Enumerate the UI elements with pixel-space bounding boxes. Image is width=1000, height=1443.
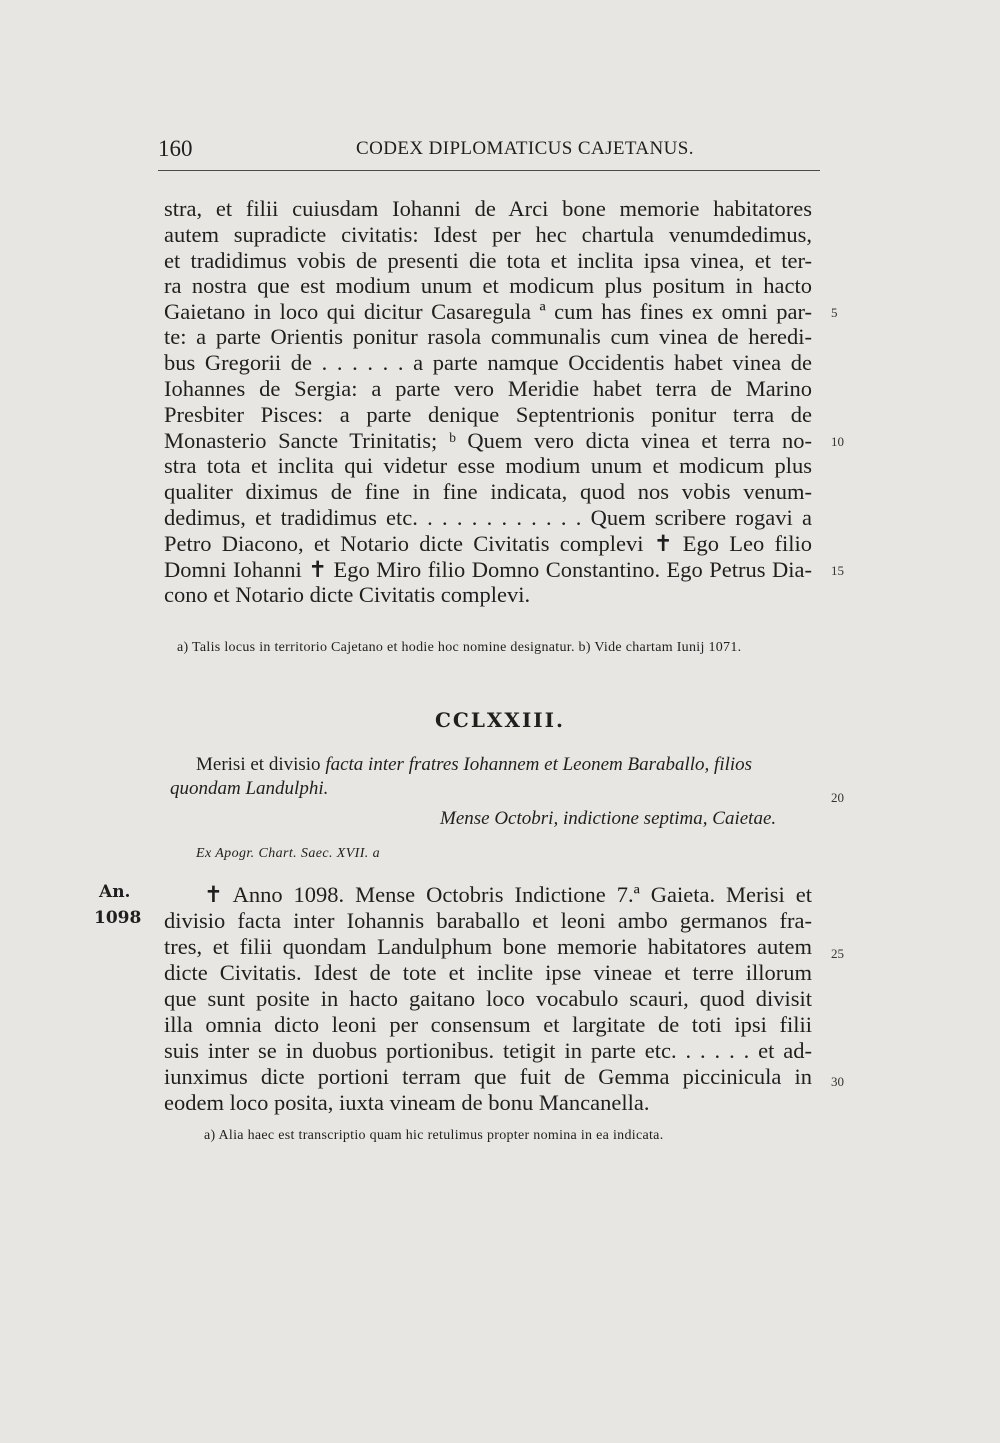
page-header	[158, 134, 818, 166]
line-number: 30	[831, 1074, 844, 1089]
charter-source: Ex Apogr. Chart. Saec. XVII. a	[196, 846, 380, 861]
header-rule	[158, 170, 820, 171]
text-line: stra, et filii cuiusdam Iohanni de Arci bone memorie habitatores	[164, 196, 812, 221]
text-line: ra nostra que est modium unum et modicum plus positum in hacto	[164, 273, 812, 298]
line-number: 10	[831, 434, 844, 449]
line-number: 20	[831, 790, 844, 805]
page-number: 160	[158, 136, 193, 161]
line-number: 5	[831, 305, 838, 320]
text-line: dedimus, et tradidimus etc. . . . . . . . . . . . Quem scribere rogavi a	[164, 505, 812, 530]
text-line: Monasterio Sancte Trinitatis; ᵇ Quem vero dicta vinea et terra no-	[164, 428, 812, 453]
text-line: tres, et filii quondam Landulphum bone memorie habitatores autem	[164, 934, 812, 959]
text-line: qualiter diximus de fine in fine indicata, quod nos vobis venum-	[164, 479, 812, 504]
text-line: Presbiter Pisces: a parte denique Septentrionis ponitur terra de	[164, 402, 812, 427]
charter-summary-line1: Merisi et divisio facta inter fratres Iohannem et Leonem Baraballo, filios	[196, 754, 753, 775]
text-line: autem supradicte civitatis: Idest per hec chartula venumdedimus,	[164, 222, 812, 247]
footnote-doc2: a) Alia haec est transcriptio quam hic retulimus propter nomina in ea indicata.	[204, 1128, 664, 1143]
text-line: Iohannes de Sergia: a parte vero Meridie habet terra de Marino	[164, 376, 812, 401]
charter-date-line: Mense Octobri, indictione septima, Caietae.	[440, 808, 777, 829]
margin-anno-label: An.	[99, 882, 131, 902]
margin-year: 1098	[94, 908, 142, 928]
text-line: Domni Iohanni ✝ Ego Miro filio Domno Constantino. Ego Petrus Dia-	[164, 557, 812, 582]
text-line: que sunt posite in hacto gaitano loco vocabulo scauri, quod divisit	[164, 986, 812, 1011]
text-line: stra tota et inclita qui videtur esse modium unum et modicum plus	[164, 453, 812, 478]
charter-summary-line2: quondam Landulphi.	[170, 778, 329, 799]
text-line: dicte Civitatis. Idest de tote et inclite ipse vineae et terre illorum	[164, 960, 812, 985]
text-line: Petro Diacono, et Notario dicte Civitatis complevi ✝ Ego Leo filio	[164, 531, 812, 556]
text-line: bus Gregorii de . . . . . . a parte namque Occidentis habet vinea de	[164, 350, 812, 375]
text-line: te: a parte Orientis ponitur rasola communalis cum vinea de heredi-	[164, 324, 812, 349]
charter-heading: CCLXXIII.	[435, 708, 565, 732]
text-line: et tradidimus vobis de presenti die tota et inclita ipsa vinea, et ter-	[164, 248, 812, 273]
text-line: ✝ Anno 1098. Mense Octobris Indictione 7.ª Gaieta. Merisi et	[204, 882, 812, 907]
line-number: 25	[831, 946, 844, 961]
text-line: illa omnia dicto leoni per consensum et largitate de toti ipsi filii	[164, 1012, 812, 1037]
line-number: 15	[831, 563, 844, 578]
text-line: iunximus dicte portioni terram que fuit de Gemma piccinicula in	[164, 1064, 812, 1089]
text-line: Gaietano in loco qui dicitur Casaregula ª cum has fines ex omni par-	[164, 299, 812, 324]
text-line: suis inter se in duobus portionibus. tetigit in parte etc. . . . . . et ad-	[164, 1038, 812, 1063]
text-line: cono et Notario dicte Civitatis complevi.	[164, 582, 531, 607]
footnote-doc1: a) Talis locus in territorio Cajetano et hodie hoc nomine designatur. b) Vide chartam Iunij 1071.	[177, 640, 742, 655]
text-line: eodem loco posita, iuxta vineam de bonu Mancanella.	[164, 1090, 650, 1115]
text-line: divisio facta inter Iohannis baraballo et leoni ambo germanos fra-	[164, 908, 812, 933]
running-title: CODEX DIPLOMATICUS CAJETANUS.	[356, 138, 694, 159]
